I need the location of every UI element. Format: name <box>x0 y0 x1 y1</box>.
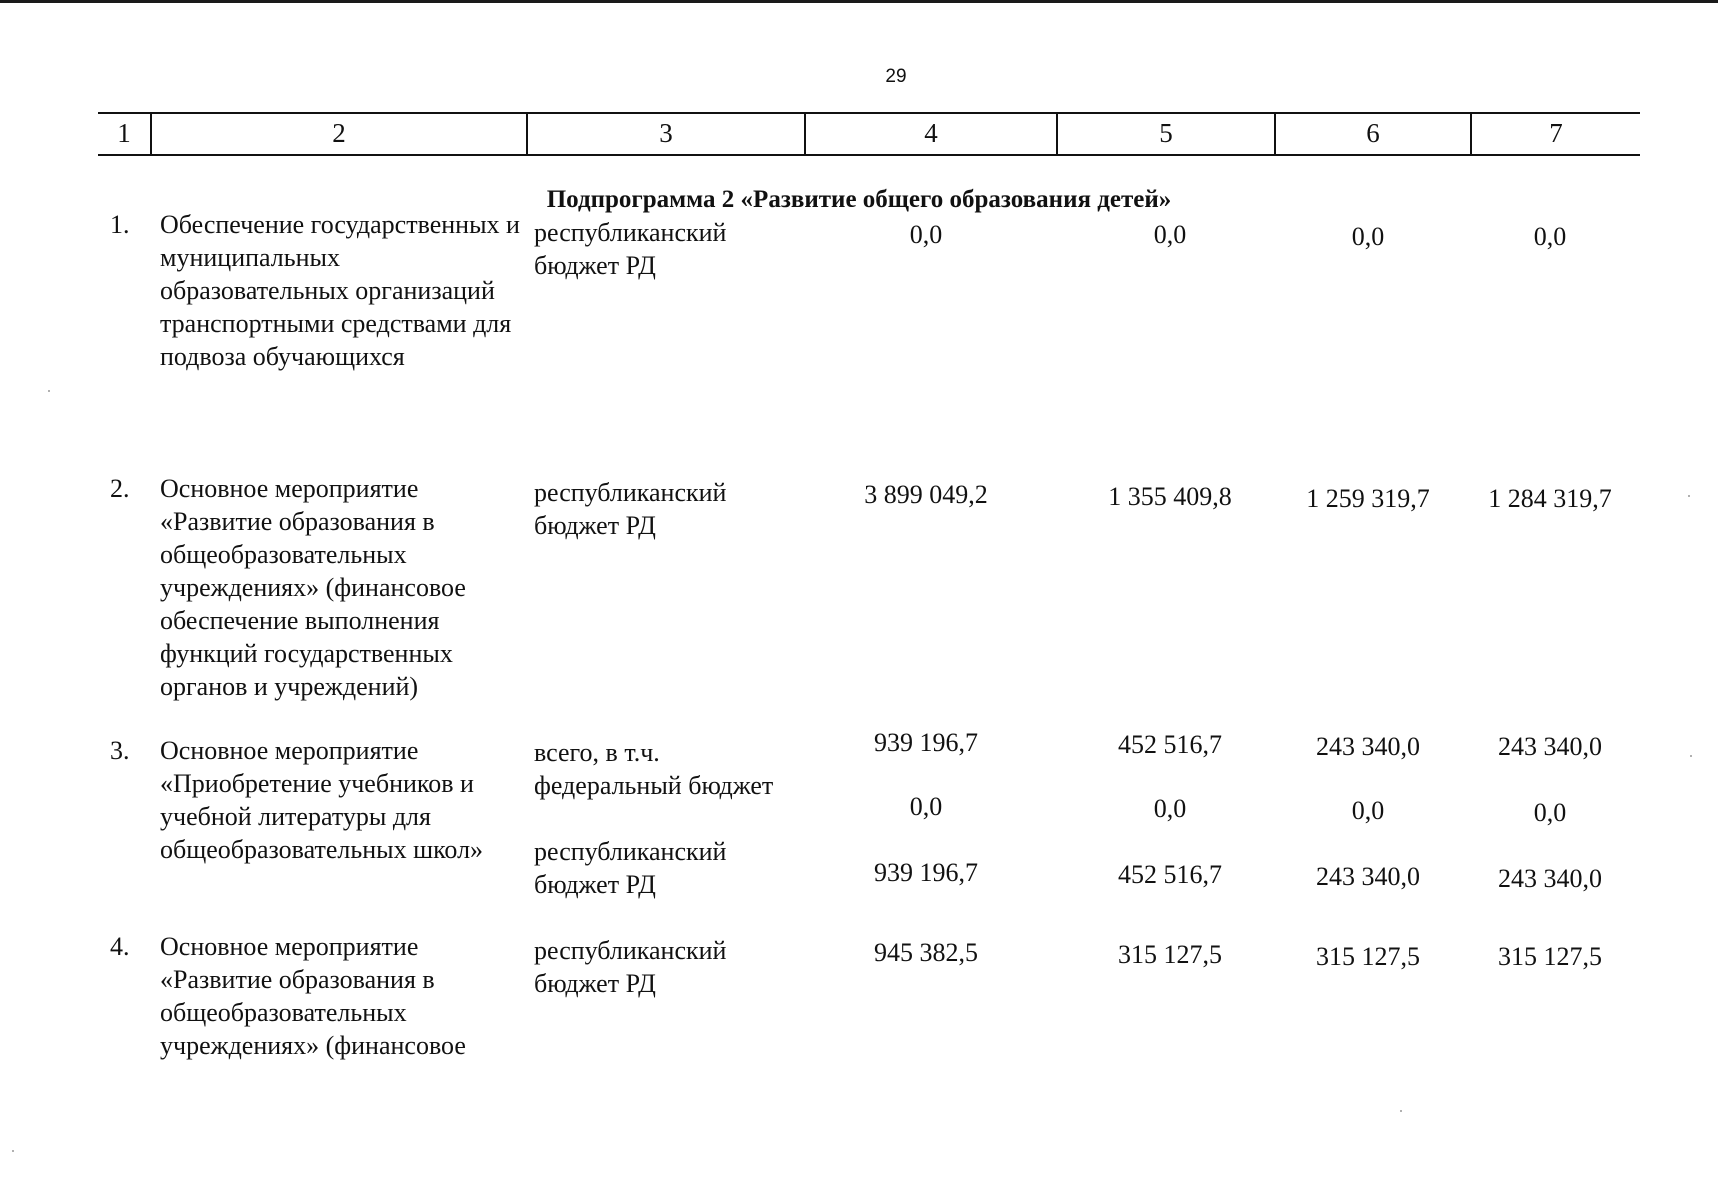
row-value-col5: 315 127,5 <box>1118 940 1222 969</box>
row-number: 4. <box>110 932 130 961</box>
row-value-col4: 939 196,7 <box>874 858 978 887</box>
scan-edge <box>0 0 1718 3</box>
row-value-col6: 0,0 <box>1351 796 1385 825</box>
row-number: 2. <box>110 474 130 503</box>
column-number-header <box>98 112 1640 156</box>
row-name: Основное мероприятие «Развитие образования в общеобразовательных учреждениях» (финансовое <box>160 932 466 1060</box>
header-col-5: 5 <box>1056 114 1274 154</box>
row-source-republic: республиканский бюджет РД <box>534 837 727 899</box>
row-value-col6: 0,0 <box>1351 222 1385 251</box>
page-number: 29 <box>885 66 907 87</box>
row-number: 3. <box>110 736 130 765</box>
scan-speck <box>48 390 50 392</box>
row-value-col6: 1 259 319,7 <box>1306 484 1430 513</box>
row-source-federal: федеральный бюджет <box>534 771 774 800</box>
row-number: 1. <box>110 210 130 239</box>
row-value-col4: 3 899 049,2 <box>864 480 988 509</box>
row-name: Обеспечение государственных и муниципальных образовательных организаций транспортными средствами для подвоза обучающихся <box>160 210 520 371</box>
row-value-col7: 0,0 <box>1533 222 1567 251</box>
scan-speck <box>1690 755 1692 757</box>
row-value-col5: 1 355 409,8 <box>1108 482 1232 511</box>
row-value-col5: 0,0 <box>1153 220 1187 249</box>
row-value-col7: 0,0 <box>1533 798 1567 827</box>
row-value-col7: 243 340,0 <box>1498 732 1602 761</box>
row-value-col7: 1 284 319,7 <box>1488 484 1612 513</box>
header-col-6: 6 <box>1274 114 1470 154</box>
row-value-col6: 243 340,0 <box>1316 862 1420 891</box>
row-source: республиканский бюджет РД <box>534 936 727 998</box>
row-value-col4: 945 382,5 <box>874 938 978 967</box>
row-source: республиканский бюджет РД <box>534 478 727 540</box>
row-name: Основное мероприятие «Развитие образования в общеобразовательных учреждениях» (финансовое обеспечение выполнения функций государственных органов и учреждений) <box>160 474 466 701</box>
row-value-col5: 452 516,7 <box>1118 860 1222 889</box>
scan-speck <box>12 1150 14 1152</box>
row-source: республиканский бюджет РД <box>534 218 727 280</box>
header-col-4: 4 <box>804 114 1056 154</box>
row-value-col7: 243 340,0 <box>1498 864 1602 893</box>
header-col-3: 3 <box>526 114 804 154</box>
row-value-col4: 0,0 <box>909 220 943 249</box>
row-value-col6: 243 340,0 <box>1316 732 1420 761</box>
row-value-col4: 0,0 <box>909 792 943 821</box>
row-value-col7: 315 127,5 <box>1498 942 1602 971</box>
header-col-7: 7 <box>1470 114 1640 154</box>
row-value-col5: 452 516,7 <box>1118 730 1222 759</box>
row-value-col5: 0,0 <box>1153 794 1187 823</box>
header-col-1: 1 <box>117 118 131 148</box>
row-value-col6: 315 127,5 <box>1316 942 1420 971</box>
row-source-total: всего, в т.ч. <box>534 738 660 767</box>
row-value-col4: 939 196,7 <box>874 728 978 757</box>
row-name: Основное мероприятие «Приобретение учебников и учебной литературы для общеобразовательных школ» <box>160 736 484 864</box>
scan-speck <box>1400 1110 1402 1112</box>
scan-speck <box>1688 495 1690 497</box>
section-title: Подпрограмма 2 «Развитие общего образования детей» <box>546 186 1172 213</box>
header-col-2: 2 <box>150 114 526 154</box>
